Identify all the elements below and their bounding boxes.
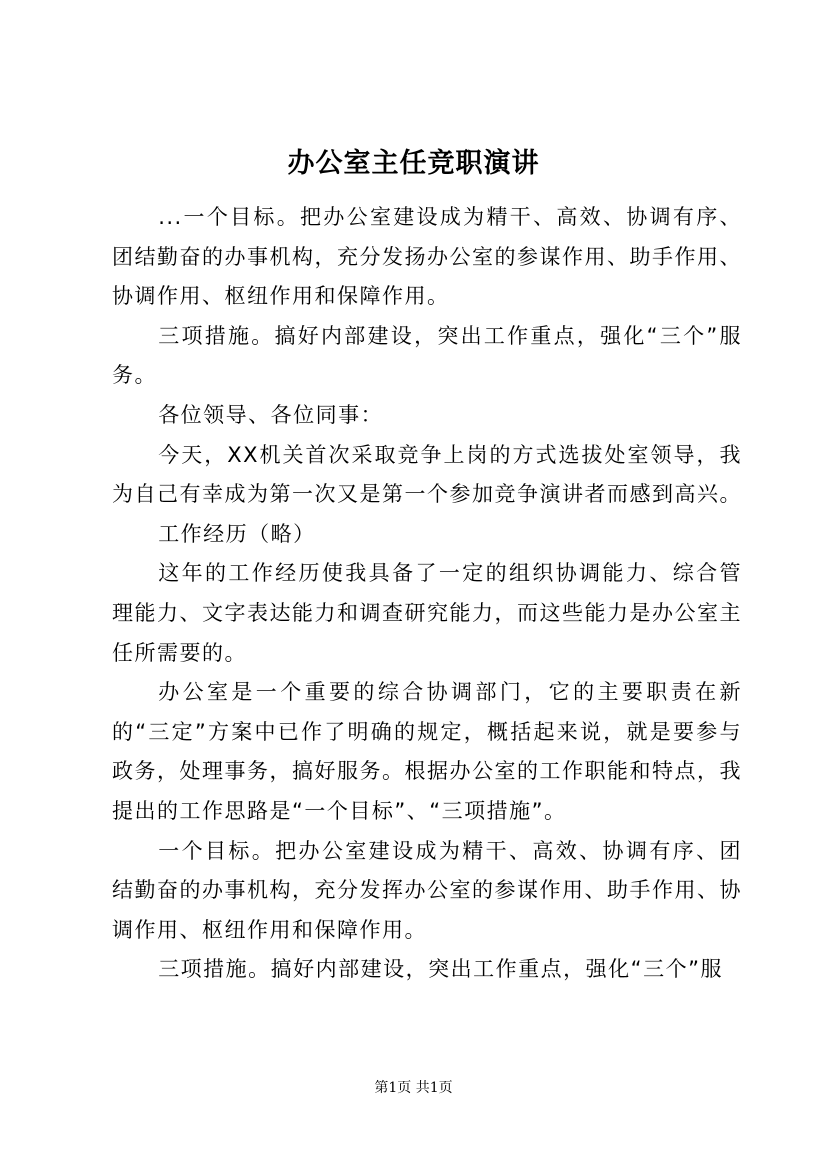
paragraph: 三项措施。搞好内部建设，突出工作重点，强化“三个”服务。	[112, 323, 742, 388]
paragraph: ...一个目标。把办公室建设成为精干、高效、协调有序、团结勤奋的办事机构，充分发扬办公室的参谋作用、助手作用、协调作用、枢纽作用和保障作用。	[112, 205, 742, 309]
document-title: 办公室主任竞职演讲	[287, 148, 540, 179]
paragraph: 各位领导、各位同事：	[158, 402, 384, 427]
page-footer: 第1页 共1页	[374, 1080, 453, 1096]
paragraph: 一个目标。把办公室建设成为精干、高效、协调有序、团结勤奋的办事机构，充分发挥办公室的参谋作用、助手作用、协调作用、枢纽作用和保障作用。	[112, 838, 742, 942]
paragraph: 这年的工作经历使我具备了一定的组织协调能力、综合管理能力、文字表达能力和调查研究能力，而这些能力是办公室主任所需要的。	[112, 561, 742, 665]
paragraph: 三项措施。搞好内部建设，突出工作重点，强化“三个”服	[158, 957, 723, 982]
paragraph: 办公室是一个重要的综合协调部门，它的主要职责在新的“三定”方案中已作了明确的规定，概括起来说，就是要参与政务，处理事务，搞好服务。根据办公室的工作职能和特点，我提出的工作思路是“一个目标”、“三项措施”。	[112, 680, 742, 823]
paragraph: 工作经历（略）	[158, 521, 316, 546]
paragraph: 今天，XX机关首次采取竞争上岗的方式选拔处室领导，我为自己有幸成为第一次又是第一个参加竞争演讲者而感到高兴。	[112, 442, 742, 507]
document-body	[112, 198, 742, 990]
